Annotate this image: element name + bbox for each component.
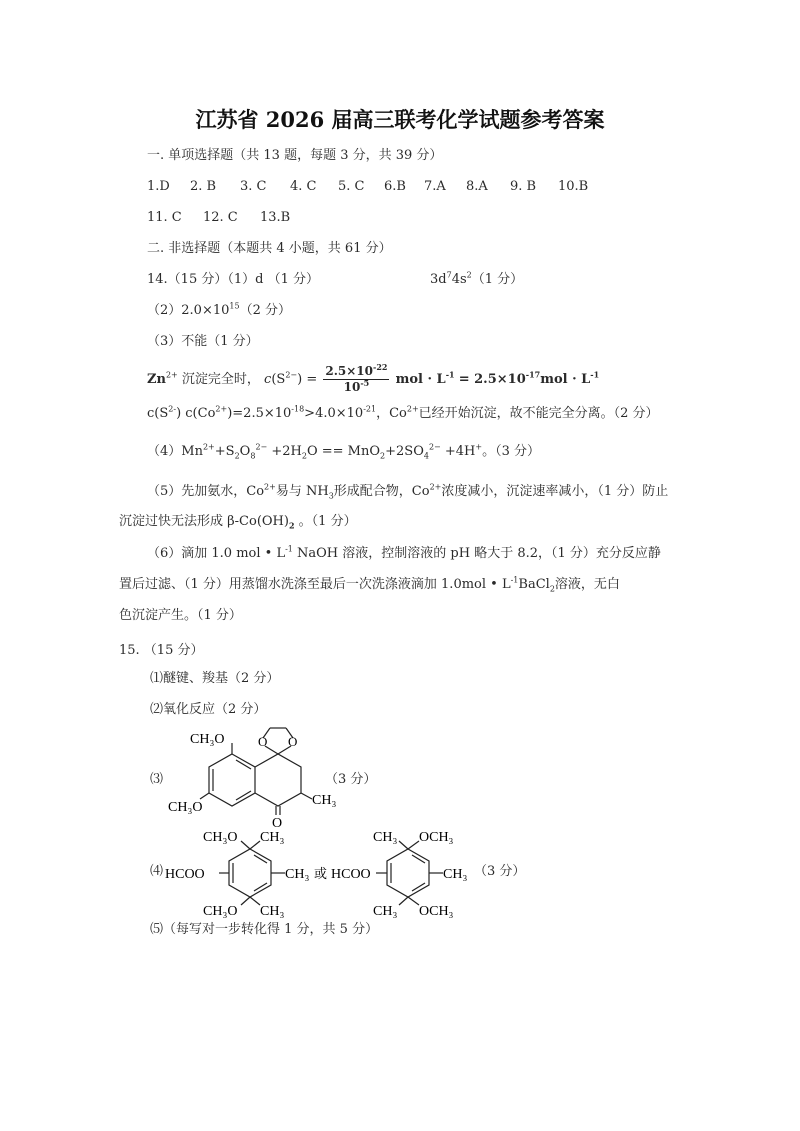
config-4s: 4s	[451, 272, 467, 287]
p6-part: （6）滴加 1.0 mol • L	[147, 546, 286, 561]
p5-part: 形成配合物，Co	[333, 484, 430, 499]
mc-answer: 9. B	[510, 179, 537, 194]
eq-zn-charge: 2+	[165, 370, 178, 380]
eq-denominator: 10	[343, 380, 361, 394]
eq-fraction	[323, 364, 389, 395]
cmp-part: 已经开始沉淀，故不能完全分离。（2 分）	[418, 406, 659, 421]
s2-top-right: OCH₃	[419, 830, 454, 845]
s2-bottom-right: OCH₃	[419, 904, 454, 919]
s2-right: CH₃	[443, 867, 468, 882]
p6-part: NaOH 溶液，控制溶液的 pH 略大于 8.2，（1 分）充分反应静	[292, 546, 661, 561]
s1-hcoo: HCOO	[165, 867, 205, 882]
mc-answer: 1.D	[147, 179, 170, 194]
eq-s: (S	[271, 372, 286, 387]
p5-part: 沉淀过快无法形成 β-Co(OH)	[119, 514, 289, 529]
cmp-part: >4.0×10	[304, 406, 364, 421]
mc-answer: 11. C	[147, 210, 182, 225]
rxn-part: 。（3 分）	[482, 444, 540, 459]
mc-answer: 5. C	[338, 179, 365, 194]
q15-part3-score: （3 分）	[325, 772, 377, 787]
rxn-sup: 2−	[428, 442, 441, 452]
rxn-part: +4H	[440, 444, 476, 459]
rxn-part: +2H	[267, 444, 302, 459]
rxn-sub: 4	[423, 451, 429, 461]
eq-unit1: mol · L	[395, 372, 446, 387]
q14-electron-config	[430, 272, 523, 288]
s2-hcoo: HCOO	[331, 867, 371, 882]
q15-part5: ⑸（每写对一步转化得 1 分，共 5 分）	[150, 922, 379, 937]
struct3-ring-o1: O	[258, 734, 268, 749]
eq-numerator-exp: -22	[373, 362, 388, 372]
config-3d-exp: 7	[446, 270, 452, 280]
q14-part6-line1	[147, 546, 661, 562]
eq-unit2: mol · L	[540, 372, 591, 387]
rxn-part: O == MnO	[306, 444, 381, 459]
p5-part: 易与 NH	[275, 484, 329, 499]
mc-answer: 4. C	[290, 179, 317, 194]
rxn-sup: 2−	[255, 442, 268, 452]
cmp-part: )=2.5×10	[227, 406, 292, 421]
eq-unit2-exp: -1	[590, 369, 600, 380]
s2-top-left: CH₃	[373, 830, 398, 845]
s1-bottom-left: CH₃O	[203, 904, 238, 919]
p6-part: BaCl	[518, 577, 550, 592]
q14-part2-value: （2）2.0×10	[147, 303, 230, 318]
q15-part3-structure	[160, 726, 337, 831]
s1-right: CH₃	[285, 867, 310, 882]
eq-result-exp: -17	[525, 369, 541, 380]
mc-answer: 8.A	[466, 179, 488, 194]
s1-top-right: CH₃	[260, 830, 285, 845]
eq-text: 沉淀完全时，	[181, 372, 260, 387]
q15-part3-label: ⑶	[150, 772, 164, 787]
q15-part4-structures	[165, 828, 505, 919]
rxn-sup: +	[475, 442, 483, 452]
struct3-ketone-o: O	[272, 816, 283, 831]
q14-part5-line1	[147, 484, 668, 500]
rxn-part: （4）Mn	[147, 444, 203, 459]
config-score: （1 分）	[471, 272, 524, 287]
eq-c: c	[264, 372, 272, 387]
mc-answer: 2. B	[190, 179, 217, 194]
q15-part2: ⑵氧化反应（2 分）	[150, 702, 267, 717]
eq-zn: Zn	[147, 372, 166, 387]
p6-sub: 2	[549, 584, 555, 594]
p6-sup: -1	[285, 544, 293, 554]
mc-answer: 13.B	[260, 210, 291, 225]
mc-answer: 7.A	[424, 179, 446, 194]
cmp-sup: 2+	[215, 404, 228, 414]
cmp-sup: 2+	[406, 404, 419, 414]
cmp-part: c(S	[147, 406, 169, 421]
eq-unit1-exp: -1	[445, 369, 455, 380]
q14-part2-exp: 15	[229, 301, 240, 311]
q14-part3: （3）不能（1 分）	[147, 334, 259, 349]
q14-part2-score: （2 分）	[239, 303, 291, 318]
rxn-part: +2SO	[385, 444, 424, 459]
cmp-part: ) c(Co	[176, 406, 216, 421]
section2-heading: 二. 非选择题（本题共 4 小题，共 61 分）	[147, 241, 392, 256]
p6-sup: -1	[510, 575, 519, 585]
eq-equals: ) =	[297, 372, 318, 387]
q14-part5-line2	[119, 514, 357, 530]
rxn-part: +S	[214, 444, 235, 459]
p5-sub: 2	[288, 520, 295, 531]
rxn-sup: 2+	[202, 442, 215, 452]
p5-part: （5）先加氨水，Co	[147, 484, 265, 499]
mc-answer: 3. C	[240, 179, 267, 194]
config-4s-exp: 2	[466, 270, 472, 280]
s2-bottom-left: CH₃	[373, 904, 398, 919]
q14-part4-equation	[147, 444, 540, 460]
q14-part3-equation	[147, 364, 599, 395]
rxn-sub: 2	[301, 451, 307, 461]
q14-part6-line3: 色沉淀产生。（1 分）	[119, 608, 242, 623]
q14-comparison	[147, 406, 659, 422]
cmp-sup: -21	[363, 404, 377, 414]
mc-answer: 12. C	[203, 210, 238, 225]
struct3-och3-top: CH₃O	[190, 732, 225, 747]
cmp-sup: 2-	[168, 404, 177, 414]
mc-answer: 10.B	[558, 179, 589, 194]
cmp-part: ，Co	[376, 406, 407, 421]
q14-part2	[147, 303, 291, 319]
p6-part: 置后过滤、（1 分）用蒸馏水洗涤至最后一次洗涤液滴加 1.0mol • L	[119, 577, 511, 592]
q15-part4-label: ⑷	[150, 864, 164, 879]
eq-denominator-exp: -5	[360, 378, 370, 388]
page-title: 江苏省 2026 届高三联考化学试题参考答案	[195, 107, 605, 132]
config-3d: 3d	[430, 272, 447, 287]
q15-part1: ⑴醚键、羧基（2 分）	[150, 671, 280, 686]
rxn-sub: 8	[250, 451, 256, 461]
struct3-ring-o2: O	[288, 734, 298, 749]
q15-heading: 15. （15 分）	[119, 643, 204, 658]
p5-sup: 2+	[429, 482, 442, 492]
q15-part4-or: 或	[314, 866, 328, 881]
struct3-methyl: CH₃	[312, 793, 337, 808]
s1-top-left: CH₃O	[203, 830, 238, 845]
p5-part: 浓度减小，沉淀速率减小，（1 分）防止	[441, 484, 669, 499]
mc-answer: 6.B	[384, 179, 406, 194]
s1-bottom-right: CH₃	[260, 904, 285, 919]
rxn-part: O	[239, 444, 251, 459]
rxn-sub: 2	[380, 451, 386, 461]
rxn-sub: 2	[234, 451, 240, 461]
q14-part6-line2	[119, 577, 620, 593]
eq-numerator: 2.5×10	[325, 364, 373, 378]
q15-part4-score: （3 分）	[474, 864, 526, 879]
p5-sub: 3	[328, 491, 334, 501]
p5-part: 。（1 分）	[294, 514, 357, 529]
q14-part1-answer: 14.（15 分）（1）d （1 分）	[147, 272, 319, 287]
section1-heading: 一. 单项选择题（共 13 题，每题 3 分，共 39 分）	[147, 148, 443, 163]
q14-line1	[147, 272, 319, 288]
p6-part: 溶液，无白	[554, 577, 620, 592]
eq-s-charge: 2−	[285, 370, 298, 380]
eq-result: = 2.5×10	[458, 372, 526, 387]
struct3-och3-bottom: CH₃O	[168, 800, 203, 815]
cmp-sup: -18	[291, 404, 305, 414]
p5-sup: 2+	[264, 482, 276, 492]
